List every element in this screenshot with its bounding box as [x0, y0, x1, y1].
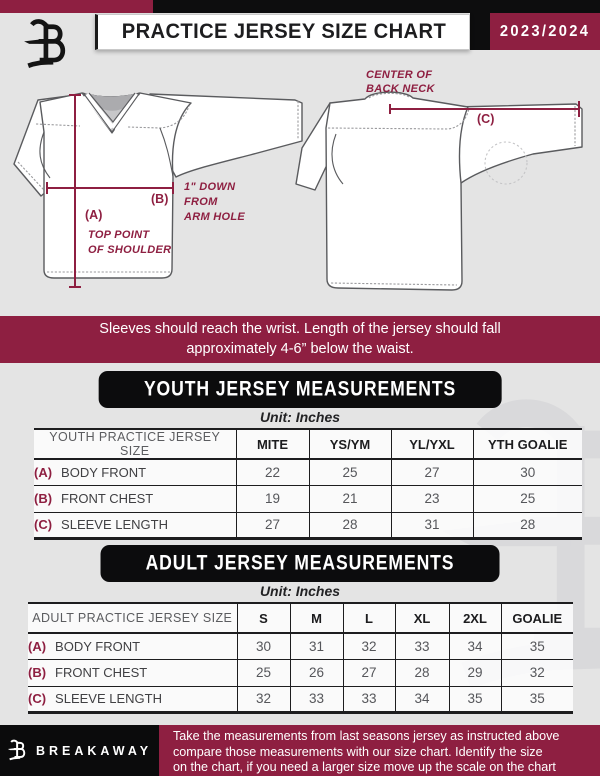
- label-b-line1: 1" DOWN: [184, 181, 236, 193]
- row-label: FRONT CHEST: [55, 665, 148, 681]
- adult-section-heading: [101, 545, 500, 582]
- adult-col-goalie: GOALIE: [501, 603, 573, 633]
- breakaway-logo-icon-small: [7, 738, 29, 764]
- youth-col-mite: MITE: [236, 429, 309, 459]
- row-label: SLEEVE LENGTH: [61, 517, 168, 533]
- youth-col-goalie: YTH GOALIE: [473, 429, 582, 459]
- instruction-banner: [0, 316, 600, 363]
- row-header: [34, 486, 236, 513]
- table-cell: 22: [236, 459, 309, 486]
- table-cell: 32: [343, 633, 395, 660]
- season-label: 2023/2024: [499, 22, 591, 40]
- youth-header-row: [34, 429, 582, 459]
- table-cell: 34: [449, 633, 501, 660]
- youth-size-header: YOUTH PRACTICE JERSEY SIZE: [34, 429, 236, 459]
- footer: [0, 725, 600, 776]
- table-cell: 30: [237, 633, 290, 660]
- label-a-line2: OF SHOULDER: [88, 244, 172, 256]
- youth-heading-text: YOUTH JERSEY MEASUREMENTS: [143, 377, 457, 401]
- page-title: PRACTICE JERSEY SIZE CHART: [121, 20, 446, 43]
- row-key: (C): [34, 517, 53, 533]
- adult-col-m: M: [290, 603, 343, 633]
- youth-section-heading: [99, 371, 502, 408]
- footer-note-line1: Take the measurements from last seasons jersey as instructed above: [173, 729, 560, 743]
- row-key: (B): [34, 491, 53, 507]
- footer-note: [159, 725, 600, 776]
- table-cell: 25: [237, 660, 290, 687]
- label-b-line2: FROM: [184, 196, 218, 208]
- label-c-line1: CENTER OF: [366, 69, 433, 81]
- row-header: [28, 633, 237, 660]
- table-cell: 27: [391, 459, 473, 486]
- label-b-line3: ARM HOLE: [184, 211, 246, 223]
- row-key: (B): [28, 665, 47, 681]
- youth-col-ylyxl: YL/YXL: [391, 429, 473, 459]
- label-b-key: (B): [151, 192, 169, 206]
- table-row: [34, 459, 582, 486]
- table-row: [34, 512, 582, 539]
- adult-col-l: L: [343, 603, 395, 633]
- table-cell: 34: [395, 686, 449, 713]
- table-cell: 31: [290, 633, 343, 660]
- label-c-line2: BACK NECK: [366, 83, 435, 95]
- label-a-line1: TOP POINT: [88, 229, 150, 241]
- row-header: [28, 686, 237, 713]
- table-cell: 27: [343, 660, 395, 687]
- banner-line2: approximately 4-6” below the waist.: [186, 340, 414, 357]
- row-label: SLEEVE LENGTH: [55, 691, 162, 707]
- header-bar-black: [153, 0, 600, 13]
- table-cell: 33: [395, 633, 449, 660]
- back-jersey-drawing: [296, 92, 582, 290]
- banner-line1: Sleeves should reach the wrist. Length of the jersey should fall: [99, 321, 501, 337]
- table-cell: 19: [236, 486, 309, 513]
- brand-name: BREAKAWAY: [35, 743, 153, 758]
- table-cell: 33: [343, 686, 395, 713]
- row-key: (A): [34, 465, 53, 480]
- adult-size-table: [28, 602, 573, 714]
- footer-note-line3: on the chart, if you need a larger size move up the scale on the chart: [173, 760, 556, 775]
- table-cell: 35: [501, 633, 573, 660]
- jersey-measurement-diagram: [0, 50, 600, 318]
- row-header: [34, 459, 236, 486]
- youth-unit-label: Unit: Inches: [259, 409, 341, 425]
- header-bar-maroon: [0, 0, 153, 13]
- table-cell: 23: [391, 486, 473, 513]
- table-cell: 33: [290, 686, 343, 713]
- table-cell: 28: [395, 660, 449, 687]
- season-badge: [490, 13, 600, 50]
- table-row: [28, 686, 573, 713]
- row-label: FRONT CHEST: [61, 491, 154, 507]
- adult-col-2xl: 2XL: [449, 603, 501, 633]
- header-bar-joint: [470, 0, 490, 50]
- row-key: (A): [28, 639, 47, 654]
- adult-heading-text: ADULT JERSEY MEASUREMENTS: [145, 551, 455, 575]
- table-cell: 21: [309, 486, 391, 513]
- table-cell: 35: [529, 691, 545, 707]
- table-cell: 25: [473, 486, 582, 513]
- table-cell: 25: [309, 459, 391, 486]
- table-cell: 32: [501, 660, 573, 687]
- adult-unit-label: Unit: Inches: [259, 583, 341, 599]
- adult-col-xl: XL: [395, 603, 449, 633]
- table-row: [28, 660, 573, 687]
- table-row: [34, 486, 582, 513]
- row-header: [34, 512, 236, 539]
- table-cell: 32: [237, 686, 290, 713]
- table-cell: 26: [290, 660, 343, 687]
- footer-brand: [0, 725, 159, 776]
- table-cell: 30: [473, 459, 582, 486]
- table-cell: 28: [309, 512, 391, 539]
- adult-header-row: [28, 603, 573, 633]
- row-key: (C): [28, 691, 47, 707]
- youth-col-ysym: YS/YM: [309, 429, 391, 459]
- label-c-key: (C): [477, 112, 495, 126]
- footer-note-line2: compare those measurements with our size chart. Identify the size: [173, 744, 543, 759]
- table-cell: 27: [236, 512, 309, 539]
- title-box: [95, 14, 470, 50]
- row-header: [28, 660, 237, 687]
- youth-size-table: [34, 428, 582, 540]
- table-cell: 31: [391, 512, 473, 539]
- table-cell: 29: [449, 660, 501, 687]
- table-row: [28, 633, 573, 660]
- row-label: BODY FRONT: [61, 465, 147, 480]
- label-a-key: (A): [85, 208, 103, 222]
- adult-size-header: ADULT PRACTICE JERSEY SIZE: [28, 603, 237, 633]
- table-cell: 28: [520, 517, 536, 533]
- adult-col-s: S: [237, 603, 290, 633]
- table-cell: 35: [449, 686, 501, 713]
- row-label: BODY FRONT: [55, 639, 141, 654]
